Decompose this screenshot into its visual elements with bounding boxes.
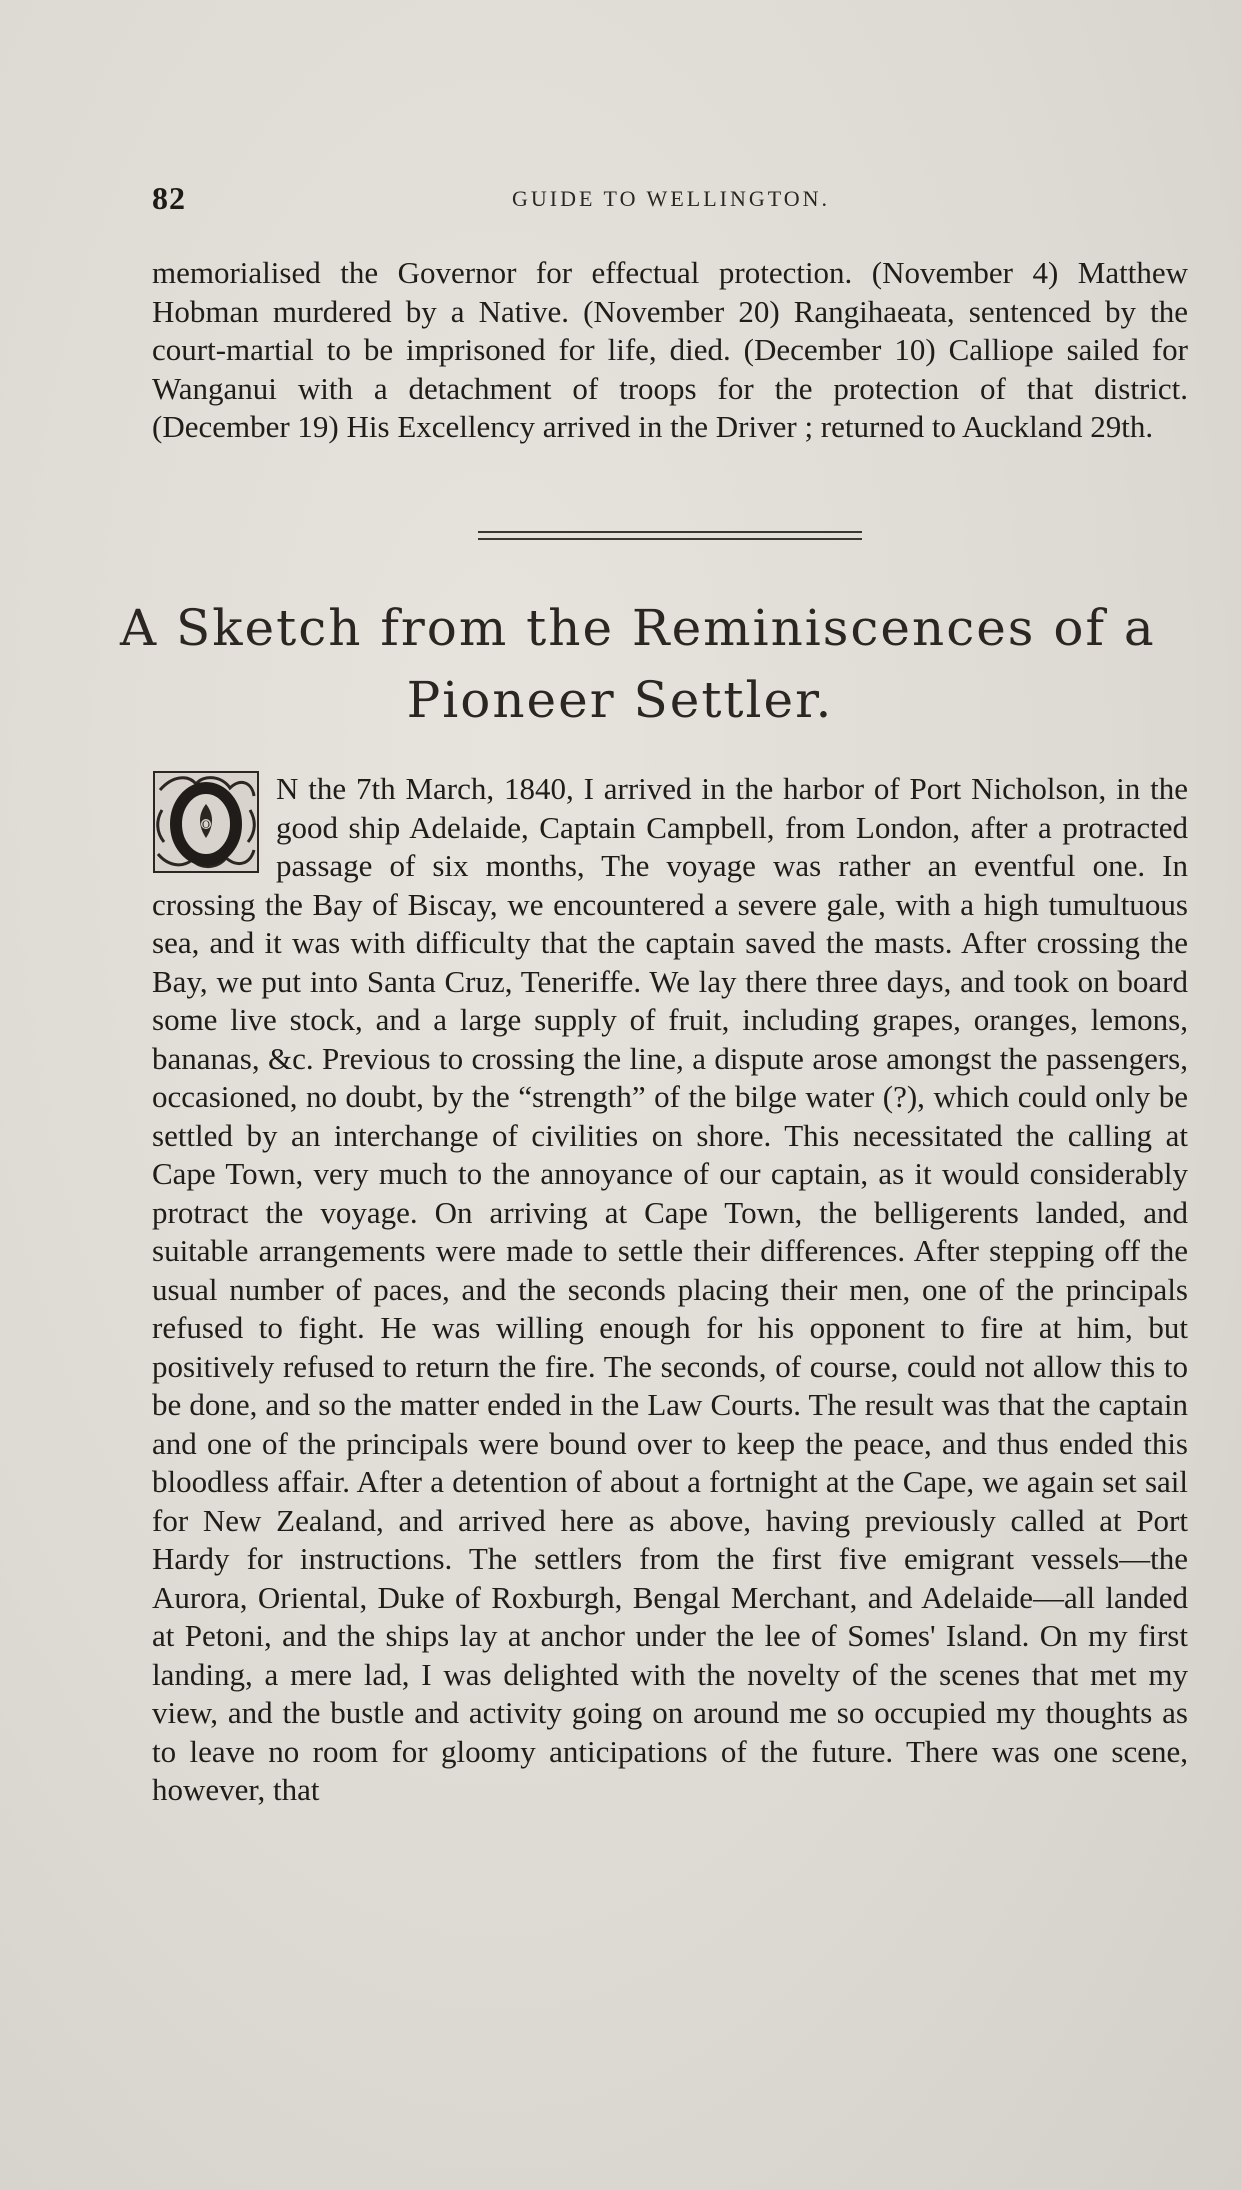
page-number: 82 [152, 180, 186, 216]
intro-paragraph: memorialised the Governor for effectual protection. (November 4) Matthew Hobman murdered by a Native. (November 20) Rangihaeata, sentenced by the court-martial to be imprisoned for life, died. (December 10) Calliope sailed for Wanganui with a detachment of troops for the protection of that district. (December 19) His Excellency arrived in the Driver ; returned to Auckland 29th. [152, 255, 1188, 444]
section-divider-bottom [478, 538, 862, 540]
article-title [120, 592, 1156, 736]
running-head: GUIDE TO WELLINGTON. [512, 186, 831, 211]
initial-spacer [152, 770, 276, 882]
article-title-line-1: A Sketch from the Reminiscences of a [120, 599, 1156, 657]
page-header [152, 180, 1192, 220]
decorated-initial-letter: O [201, 820, 211, 831]
article-title-line-2: Pioneer Settler. [406, 671, 834, 729]
section-divider-top [478, 531, 862, 533]
article-body-text: N the 7th March, 1840, I arrived in the harbor of Port Nicholson, in the good ship Adelaide, Captain Campbell, from London, after a protracted passage of six months, The voyage was rather an eventful one. In crossing the Bay of Biscay, we encountered a severe gale, with a high tumultuous sea, and it was with difficulty that the captain saved the masts. After crossing the Bay, we put into Santa Cruz, Teneriffe. We lay there three days, and took on board some live stock, and a large supply of fruit, including grapes, oranges, lemons, bananas, &c. Previous to crossing the line, a dispute arose amongst the passengers, occasioned, no doubt, by the “strength” of the bilge water (?), which could only be settled by an interchange of civilities on shore. This necessitated the calling at Cape Town, very much to the annoyance of our captain, as it would considerably protract the voyage. On arriving at Cape Town, the belligerents landed, and suitable arrangements were made to settle their differences. After stepping off the usual number of paces, and the seconds placing their men, one of the principals refused to fight. He was willing enough for his opponent to fire at him, but positively refused to return the fire. The seconds, of course, could not allow this to be done, and so the matter ended in the Law Courts. The result was that the captain and one of the principals were bound over to keep the peace, and thus ended this bloodless affair. After a detention of about a fortnight at the Cape, we again set sail for New Zealand, and arrived here as above, having previously called at Port Hardy for instructions. The settlers from the first five emigrant vessels—the Aurora, Oriental, Duke of Roxburgh, Bengal Merchant, and Adelaide—all landed at Petoni, and the ships lay at anchor under the lee of Somes' Island. On my first landing, a mere lad, I was delighted with the novelty of the scenes that met my view, and the bustle and activity going on around me so occupied my thoughts as to leave no room for gloomy anticipations of the future. There was one scene, however, that [152, 771, 1188, 1807]
article-body [152, 770, 1188, 1810]
